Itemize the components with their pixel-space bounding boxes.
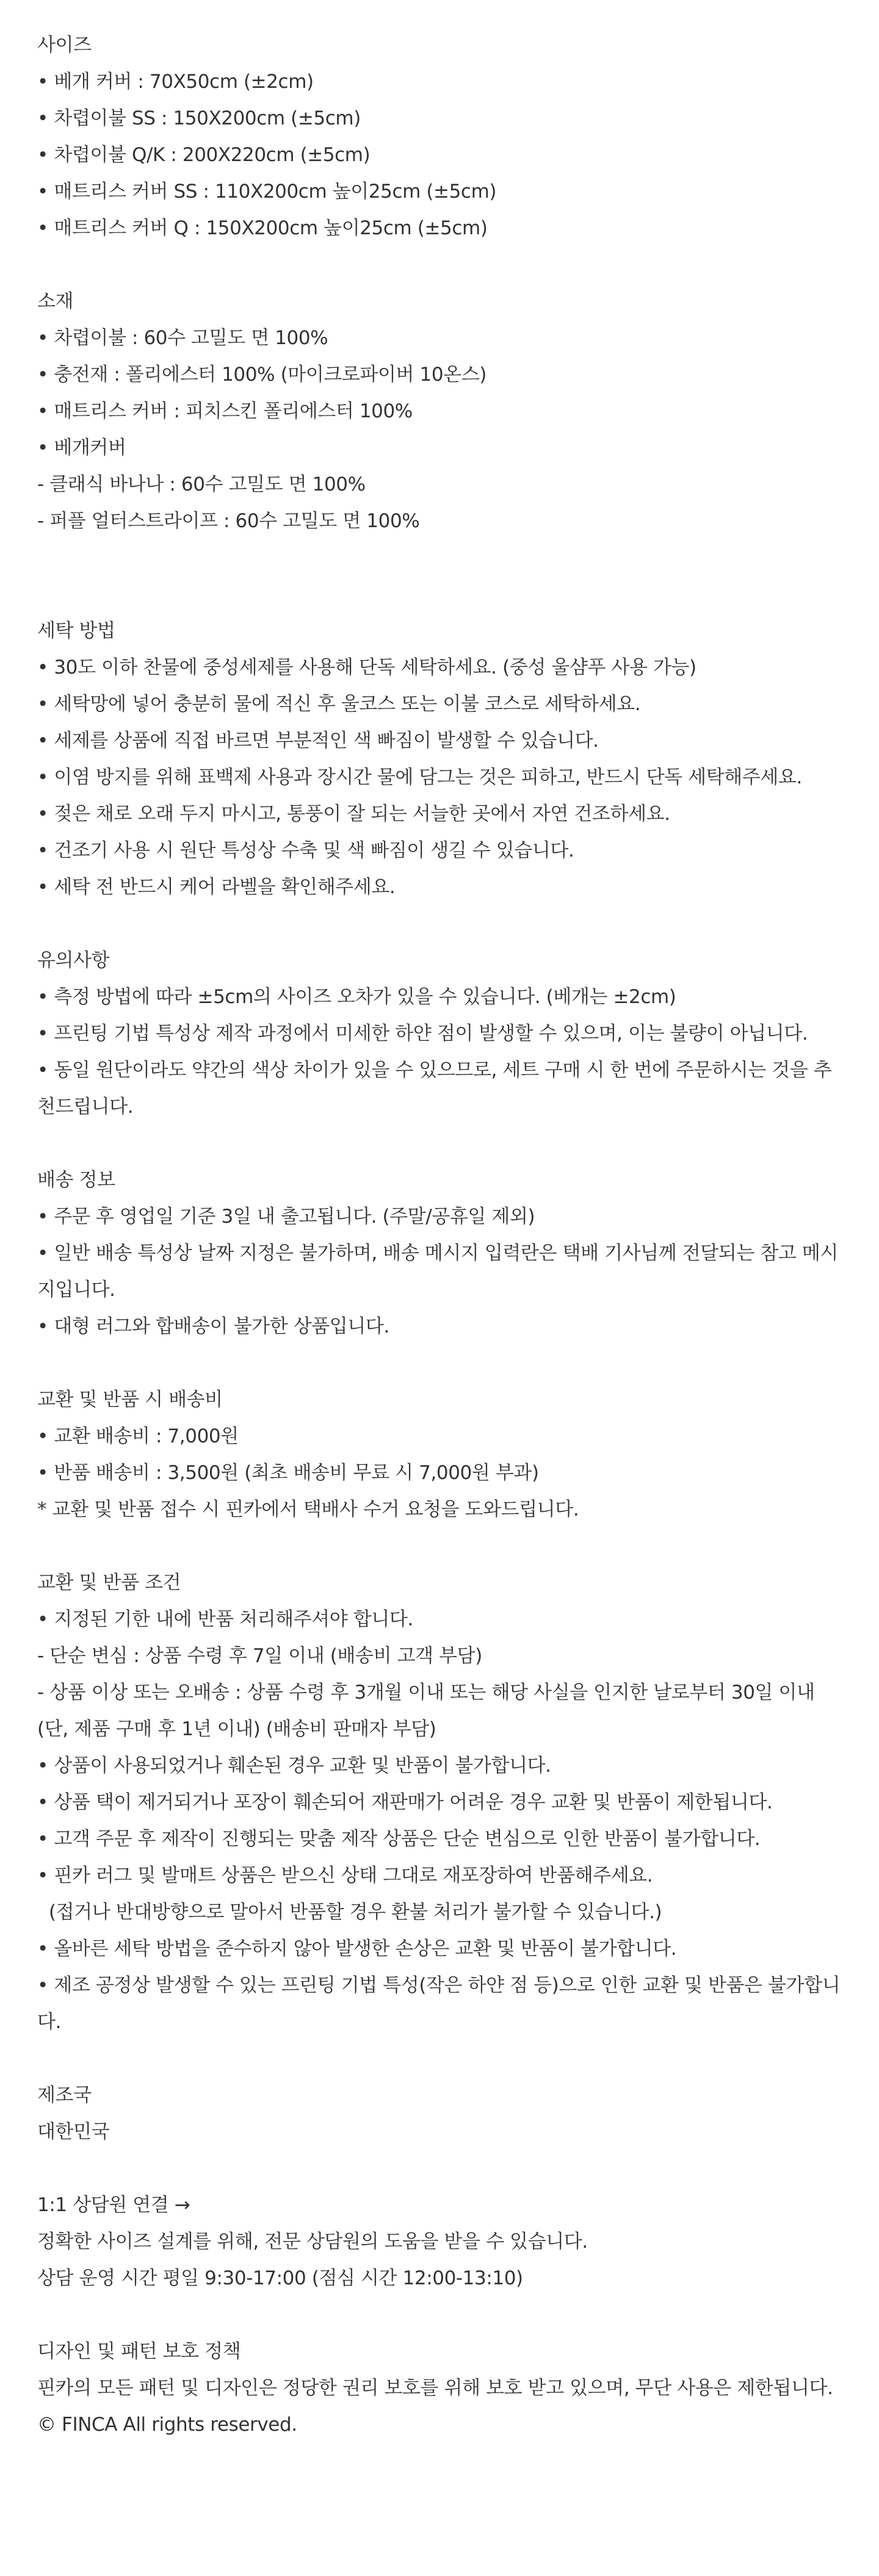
material-item: • 매트리스 커버 : 피치스킨 폴리에스터 100%: [37, 400, 413, 422]
washing-title: 세탁 방법: [37, 620, 115, 642]
caution-item: • 동일 원단이라도 약간의 색상 차이가 있을 수 있으므로, 세트 구매 시 한 번에 주문하시는 것을 추천드립니다.: [37, 1059, 832, 1118]
shipping-item: • 일반 배송 특성상 날짜 지정은 불가하며, 배송 메시지 입력란은 택배 기사님께 전달되는 참고 메시지입니다.: [37, 1242, 838, 1301]
spacer: [37, 2040, 842, 2077]
material-title: 소재: [37, 290, 74, 312]
return-fee-item: * 교환 및 반품 접수 시 핀카에서 택배사 수거 요청을 도와드립니다.: [37, 1498, 579, 1520]
return-condition-item: • 제조 공정상 발생할 수 있는 프린팅 기법 특성(작은 하얀 점 등)으로 인한 교환 및 반품은 불가합니다.: [37, 1974, 841, 2033]
return-condition-item: • 올바른 세탁 방법을 준수하지 않아 발생한 손상은 교환 및 반품이 불가합니다.: [37, 1938, 677, 1960]
copyright-text: © FINCA All rights reserved.: [37, 2414, 297, 2436]
size-section: [37, 27, 842, 246]
return-fee-section: [37, 1381, 842, 1528]
return-condition-item: • 지정된 기한 내에 반품 처리해주셔야 합니다.: [37, 1608, 413, 1630]
policy-description: 핀카의 모든 패턴 및 디자인은 정당한 권리 보호를 위해 보호 받고 있으며, 무단 사용은 제한됩니다.: [37, 2377, 833, 2399]
consult-description: 정확한 사이즈 설계를 위해, 전문 상담원의 도움을 받을 수 있습니다.: [37, 2231, 588, 2253]
washing-item: • 세탁 전 반드시 케어 라벨을 확인해주세요.: [37, 876, 396, 898]
material-item: • 차렵이불 : 60수 고밀도 면 100%: [37, 327, 328, 349]
washing-item: • 세탁망에 넣어 충분히 물에 적신 후 울코스 또는 이불 코스로 세탁하세요.: [37, 693, 641, 715]
origin-section: [37, 2077, 842, 2150]
origin-value: 대한민국: [37, 2121, 110, 2143]
washing-item: • 30도 이하 찬물에 중성세제를 사용해 단독 세탁하세요. (중성 울샴푸 사용 가능): [37, 657, 696, 678]
size-item: • 베개 커버 : 70X50cm (±2cm): [37, 71, 314, 93]
return-fee-title: 교환 및 반품 시 배송비: [37, 1389, 223, 1411]
size-item: • 매트리스 커버 SS : 110X200cm 높이25cm (±5cm): [37, 181, 497, 203]
return-condition-item: - 단순 변심 : 상품 수령 후 7일 이내 (배송비 고객 부담): [37, 1645, 482, 1667]
spacer: [37, 1125, 842, 1162]
spacer: [37, 2150, 842, 2187]
material-item: - 퍼플 얼터스트라이프 : 60수 고밀도 면 100%: [37, 510, 420, 532]
caution-title: 유의사항: [37, 949, 110, 971]
size-item: • 차렵이불 SS : 150X200cm (±5cm): [37, 107, 361, 129]
policy-section: [37, 2333, 842, 2443]
origin-title: 제조국: [37, 2084, 92, 2106]
shipping-title: 배송 정보: [37, 1169, 115, 1191]
washing-section: [37, 613, 842, 905]
washing-item: • 젖은 채로 오래 두지 마시고, 통풍이 잘 되는 서늘한 곳에서 자연 건조하세요.: [37, 803, 670, 825]
shipping-item: • 대형 러그와 합배송이 불가한 상품입니다.: [37, 1315, 389, 1337]
material-item: • 베개커버: [37, 437, 126, 459]
consult-hours: 상담 운영 시간 평일 9:30-17:00 (점심 시간 12:00-13:10): [37, 2267, 523, 2289]
spacer: [37, 905, 842, 942]
spacer: [37, 2297, 842, 2333]
size-item: • 차렵이불 Q/K : 200X220cm (±5cm): [37, 144, 371, 166]
caution-item: • 측정 방법에 따라 ±5cm의 사이즈 오차가 있을 수 있습니다. (베개는 ±2cm): [37, 986, 676, 1008]
material-section: [37, 283, 842, 539]
return-condition-item: • 핀카 러그 및 발매트 상품은 받으신 상태 그대로 재포장하여 반품해주세요.: [37, 1865, 653, 1887]
return-condition-item: • 고객 주문 후 제작이 진행되는 맞춤 제작 상품은 단순 변심으로 인한 반품이 불가합니다.: [37, 1828, 761, 1850]
caution-section: [37, 942, 842, 1125]
consult-link[interactable]: 1:1 상담원 연결 →: [37, 2194, 190, 2216]
return-fee-item: • 교환 배송비 : 7,000원: [37, 1425, 239, 1447]
return-condition-item: • 상품 택이 제거되거나 포장이 훼손되어 재판매가 어려운 경우 교환 및 반품이 제한됩니다.: [37, 1791, 773, 1813]
return-conditions-title: 교환 및 반품 조건: [37, 1572, 181, 1594]
spacer: [37, 246, 842, 283]
shipping-item: • 주문 후 영업일 기준 3일 내 출고됩니다. (주말/공휴일 제외): [37, 1206, 535, 1228]
washing-item: • 건조기 사용 시 원단 특성상 수축 및 색 빠짐이 생길 수 있습니다.: [37, 840, 574, 862]
washing-item: • 세제를 상품에 직접 바르면 부분적인 색 빠짐이 발생할 수 있습니다.: [37, 730, 599, 752]
material-item: • 충전재 : 폴리에스터 100% (마이크로파이버 10온스): [37, 364, 487, 386]
return-fee-item: • 반품 배송비 : 3,500원 (최초 배송비 무료 시 7,000원 부과): [37, 1462, 539, 1484]
shipping-section: [37, 1162, 842, 1345]
washing-item: • 이염 방지를 위해 표백제 사용과 장시간 물에 담그는 것은 피하고, 반드시 단독 세탁해주세요.: [37, 766, 802, 788]
return-condition-item: (접거나 반대방향으로 말아서 반품할 경우 환불 처리가 불가할 수 있습니다.): [37, 1901, 662, 1923]
return-conditions-section: [37, 1564, 842, 2040]
spacer: [37, 1528, 842, 1564]
policy-title: 디자인 및 패턴 보호 정책: [37, 2340, 241, 2362]
caution-item: • 프린팅 기법 특성상 제작 과정에서 미세한 하얀 점이 발생할 수 있으며, 이는 불량이 아닙니다.: [37, 1023, 808, 1045]
consult-section: [37, 2187, 842, 2297]
size-title: 사이즈: [37, 34, 92, 56]
return-condition-item: - 상품 이상 또는 오배송 : 상품 수령 후 3개월 이내 또는 해당 사실을 인지한 날로부터 30일 이내 (단, 제품 구매 후 1년 이내) (배송비 판매자 부담): [37, 1682, 815, 1740]
material-item: - 클래식 바나나 : 60수 고밀도 면 100%: [37, 473, 366, 495]
spacer: [37, 1345, 842, 1381]
size-item: • 매트리스 커버 Q : 150X200cm 높이25cm (±5cm): [37, 217, 488, 239]
return-condition-item: • 상품이 사용되었거나 훼손된 경우 교환 및 반품이 불가합니다.: [37, 1755, 551, 1777]
spacer: [37, 539, 842, 613]
